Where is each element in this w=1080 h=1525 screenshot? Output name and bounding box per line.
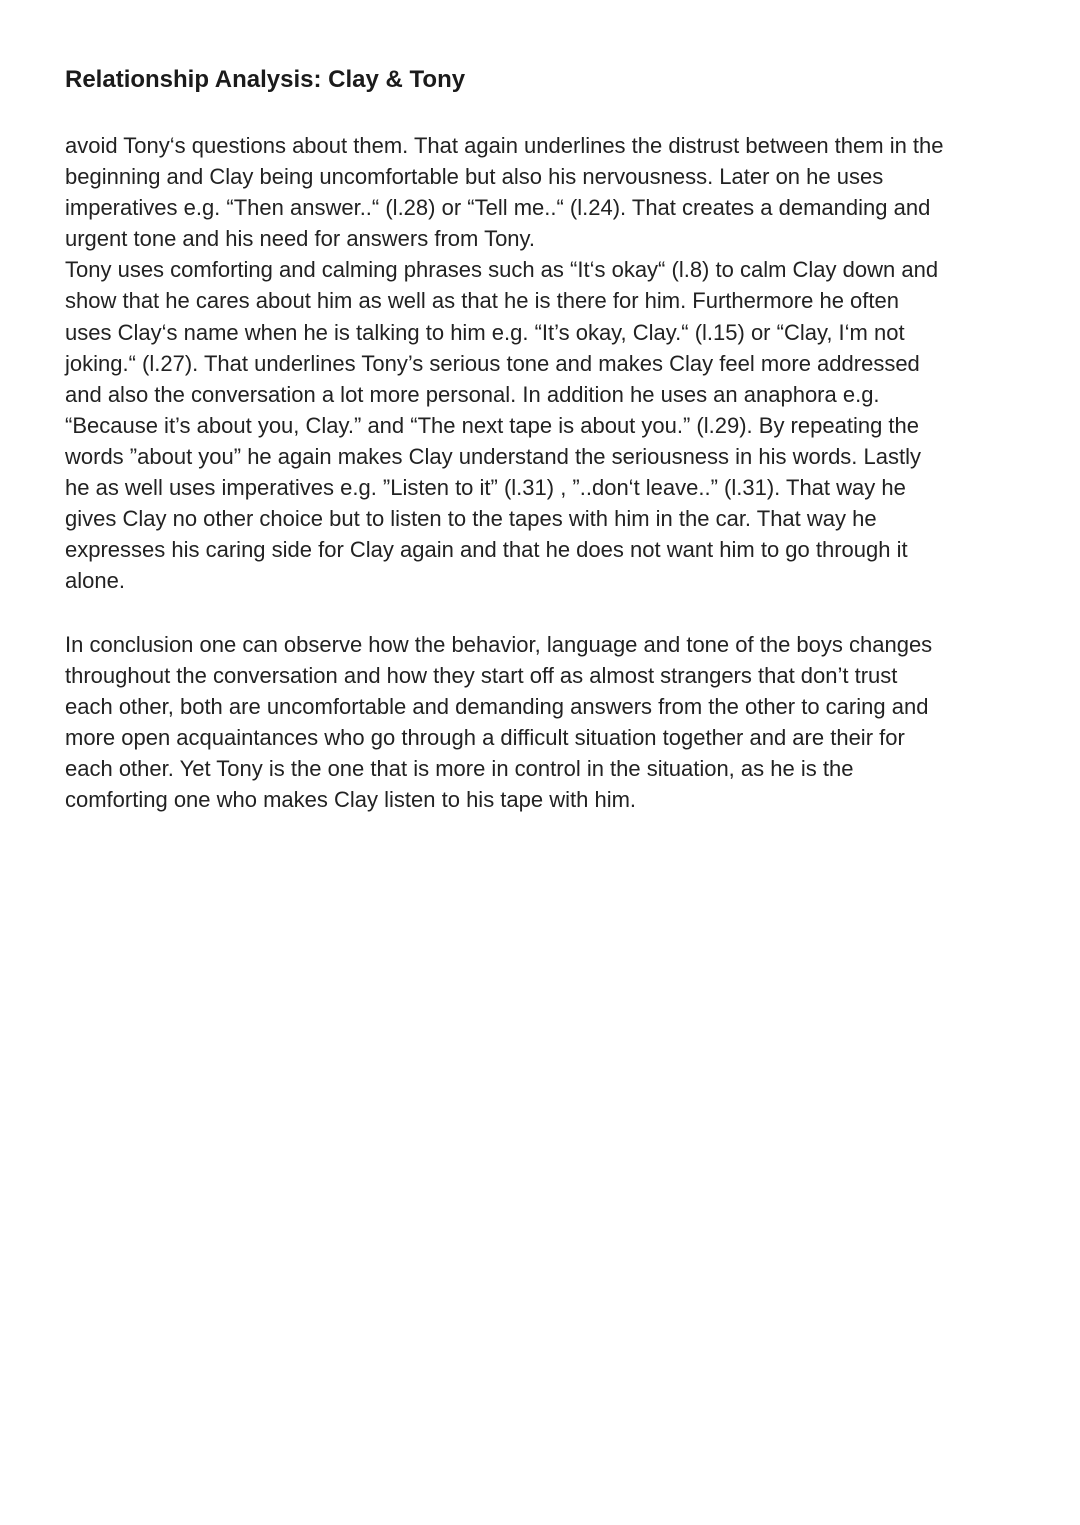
paragraph-line: In conclusion one can observe how the behavior, language and tone of the boys changes (65, 632, 933, 657)
paragraph-line: beginning and Clay being uncomfortable but also his nervousness. Later on he uses (65, 164, 884, 190)
paragraph-line: imperatives e.g. “Then answer..“ (l.28) or “Tell me..“ (l.24). That creates a demanding and (65, 195, 931, 221)
paragraph-line: Tony uses comforting and calming phrases such as “It‘s okay“ (l.8) to calm Clay down and (65, 257, 939, 283)
paragraph-line: urgent tone and his need for answers from Tony. (65, 226, 536, 252)
paragraph-line: joking.“ (l.27). That underlines Tony’s serious tone and makes Clay feel more addressed (65, 350, 920, 376)
paragraph-line: and also the conversation a lot more personal. In addition he uses an anaphora e.g. (65, 381, 880, 407)
paragraph-line: comforting one who makes Clay listen to his tape with him. (65, 787, 637, 813)
paragraph-line: he as well uses imperatives e.g. ”Listen to it” (l.31) , ”..don‘t leave..” (l.31). That way he (65, 475, 906, 501)
paragraph-line: more open acquaintances who go through a difficult situation together and are their for (65, 725, 905, 751)
paragraph-line: uses Clay‘s name when he is talking to him e.g. “It’s okay, Clay.“ (l.15) or “Clay, I‘m not (65, 319, 905, 345)
document-title: Relationship Analysis: Clay & Tony (65, 66, 466, 93)
paragraph-line: avoid Tony‘s questions about them. That again underlines the distrust between them in the (65, 133, 944, 158)
paragraph-line: show that he cares about him as well as that he is there for him. Furthermore he often (65, 288, 899, 314)
paragraph-line: each other, both are uncomfortable and demanding answers from the other to caring and (65, 694, 929, 720)
paragraph-line: gives Clay no other choice but to listen to the tapes with him in the car. That way he (65, 506, 877, 532)
paragraph-line: alone. (65, 568, 125, 594)
body-paragraph-conclusion (65, 629, 1025, 816)
paragraph-line: each other. Yet Tony is the one that is more in control in the situation, as he is the (65, 756, 854, 782)
paragraph-line: expresses his caring side for Clay again and that he does not want him to go through it (65, 537, 908, 563)
paragraph-line: throughout the conversation and how they start off as almost strangers that don’t trust (65, 663, 898, 689)
body-paragraph-analysis (65, 130, 1025, 596)
paragraph-line: words ”about you” he again makes Clay understand the seriousness in his words. Lastly (65, 443, 922, 469)
paragraph-line: “Because it’s about you, Clay.” and “The next tape is about you.” (l.29). By repeating the (65, 412, 919, 438)
